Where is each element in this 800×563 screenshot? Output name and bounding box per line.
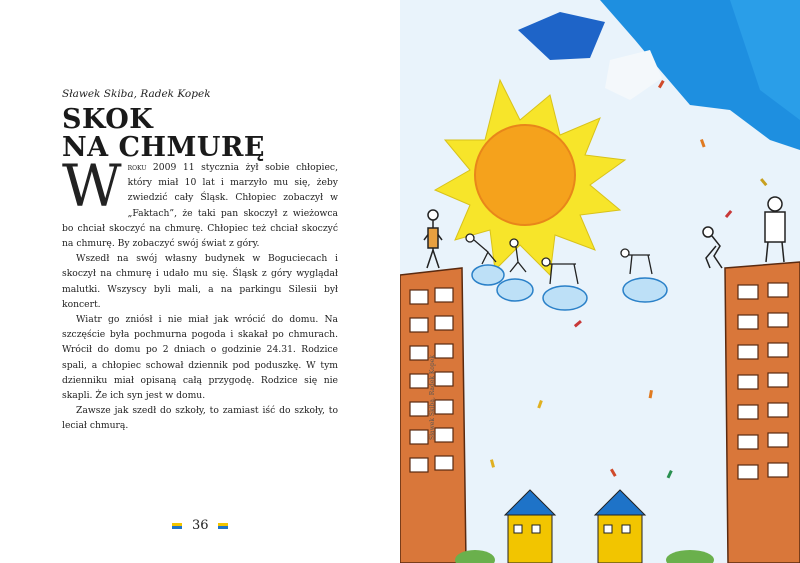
illustration-page <box>400 0 800 563</box>
page-footer <box>0 518 400 538</box>
flag-icon <box>218 523 228 529</box>
paragraph-2: Wszedł na swój własny budynek w Boguciecach i skoczył na chmurę i udało mu się. Śląsk z góry wyglądał malutki. Wszyscy byli mali, a na parkingu Silesii był koncert. <box>62 253 338 310</box>
title-line-1: SKOK <box>62 104 154 135</box>
authors: Sławek Skiba, Radek Kopek <box>62 88 211 100</box>
right-building <box>725 262 800 563</box>
flag-icon <box>172 523 182 529</box>
paragraph-4: Zawsze jak szedł do szkoły, to zamiast iść do szkoły, to leciał chmurą. <box>62 405 338 432</box>
paragraph-1 <box>62 152 338 251</box>
story-body <box>62 152 338 434</box>
page-number: 36 <box>192 518 209 533</box>
childrens-drawing <box>400 0 800 563</box>
paragraph-3: Wiatr go zniósł i nie miał jak wrócić do domu. Na szczęście była pochmurna pogoda i skakał po chmurach. Wrócił do domu po 2 dniach o godzinie 24.31. Rodzice spali, a chłopiec schował dziennik pod poduszkę. W tym dzienniku miał opisaną całą przygodę. Rodzice się nie skapli. Że ich syn jest w domu. <box>62 314 338 402</box>
drop-cap: W <box>62 152 122 220</box>
first-words: roku <box>127 162 147 173</box>
paragraph-1-text: 2009 11 stycznia żył sobie chłopiec, który miał 10 lat i marzyło mu się, żeby zwiedzić cały Śląsk. Chłopiec zobaczył w „Faktach”, że taki pan skoczył z wieżowca bo chciał skoczyć na chmurę. Chłopiec też chciał skoczyć na chmurę. By zobaczyć swój świat z góry. <box>62 162 338 250</box>
title-line-2: NA CHMURĘ <box>62 132 265 163</box>
illustration-credit: Sławek Skiba, Radek Kopek <box>429 355 436 440</box>
